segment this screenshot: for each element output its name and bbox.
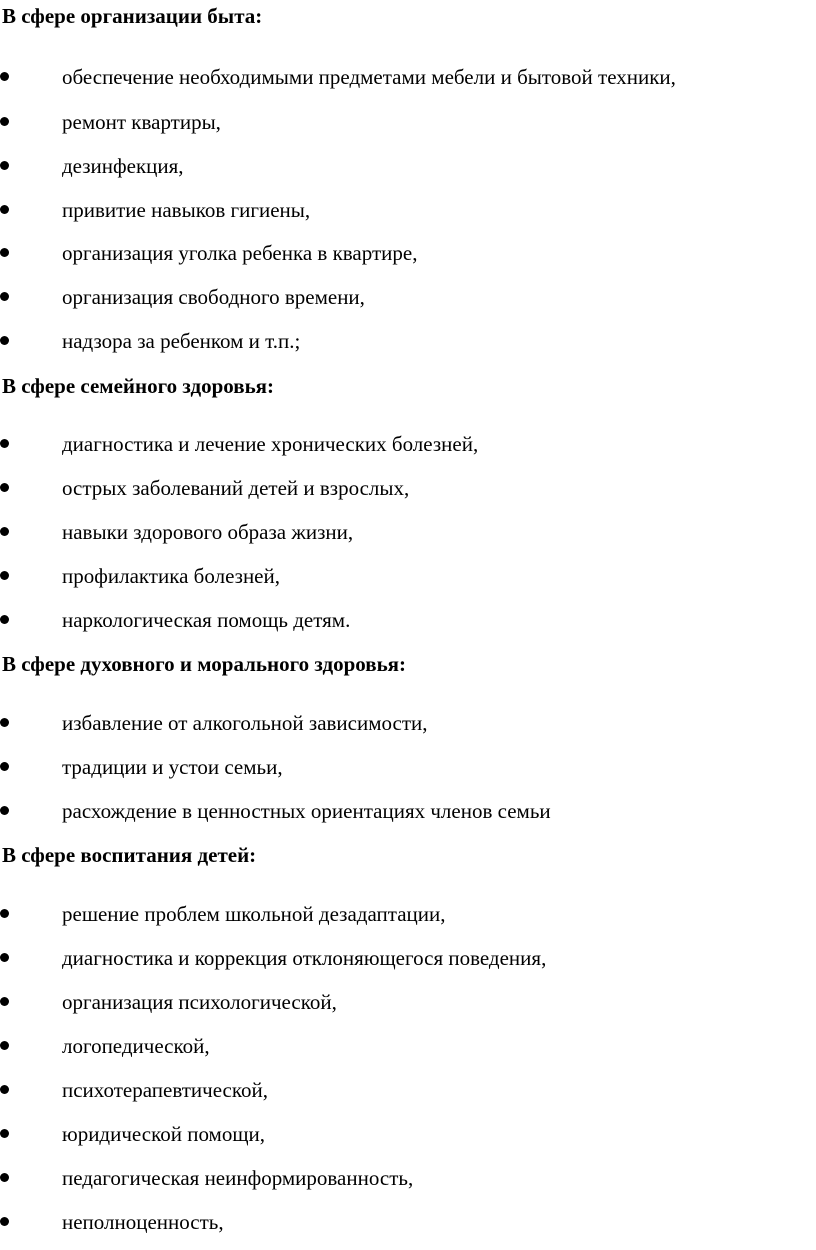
list-item: привитие навыков гигиены, [0, 198, 816, 226]
list-item: дезинфекция, [0, 154, 816, 182]
list-item: психотерапевтической, [0, 1078, 816, 1106]
list-item: решение проблем школьной дезадаптации, [0, 902, 816, 930]
list-item: профилактика болезней, [0, 564, 816, 592]
list-item: логопедической, [0, 1034, 816, 1062]
section-heading-moral-health: В сфере духовного и морального здоровья: [2, 652, 407, 676]
bullet-icon [0, 718, 9, 727]
bullet-icon [0, 909, 9, 918]
list-item: юридической помощи, [0, 1122, 816, 1150]
section-heading-child-upbringing: В сфере воспитания детей: [2, 843, 257, 867]
list-item: организация психологической, [0, 990, 816, 1018]
bullet-icon [0, 1041, 9, 1050]
list-item: традиции и устои семьи, [0, 755, 816, 783]
list-item: диагностика и коррекция отклоняющегося поведения, [0, 946, 816, 974]
bullet-icon [0, 1217, 9, 1226]
bullet-icon [0, 997, 9, 1006]
bullet-icon [0, 571, 9, 580]
list-item: неполноценность, [0, 1210, 816, 1238]
list-item: избавление от алкогольной зависимости, [0, 711, 816, 739]
bullet-icon [0, 161, 9, 170]
bullet-icon [0, 1173, 9, 1182]
bullet-icon [0, 72, 9, 81]
list-item: организация уголка ребенка в квартире, [0, 241, 816, 269]
list-item: навыки здорового образа жизни, [0, 520, 816, 548]
bullet-icon [0, 527, 9, 536]
bullet-icon [0, 762, 9, 771]
bullet-icon [0, 953, 9, 962]
bullet-icon [0, 292, 9, 301]
bullet-icon [0, 439, 9, 448]
list-item: наркологическая помощь детям. [0, 608, 816, 636]
bullet-icon [0, 117, 9, 126]
list-item: обеспечение необходимыми предметами мебели и бытовой техники, [0, 65, 816, 93]
list-item: организация свободного времени, [0, 285, 816, 313]
list-item: диагностика и лечение хронических болезней, [0, 432, 816, 460]
list-item: ремонт квартиры, [0, 110, 816, 138]
section-heading-household: В сфере организации быта: [2, 4, 263, 28]
list-item: педагогическая неинформированность, [0, 1166, 816, 1194]
bullet-icon [0, 205, 9, 214]
bullet-icon [0, 483, 9, 492]
list-item: расхождение в ценностных ориентациях членов семьи [0, 799, 816, 827]
list-item: острых заболеваний детей и взрослых, [0, 476, 816, 504]
bullet-icon [0, 1085, 9, 1094]
list-item: надзора за ребенком и т.п.; [0, 329, 816, 357]
bullet-icon [0, 615, 9, 624]
bullet-icon [0, 336, 9, 345]
section-heading-family-health: В сфере семейного здоровья: [2, 374, 275, 398]
bullet-icon [0, 806, 9, 815]
bullet-icon [0, 248, 9, 257]
bullet-icon [0, 1129, 9, 1138]
